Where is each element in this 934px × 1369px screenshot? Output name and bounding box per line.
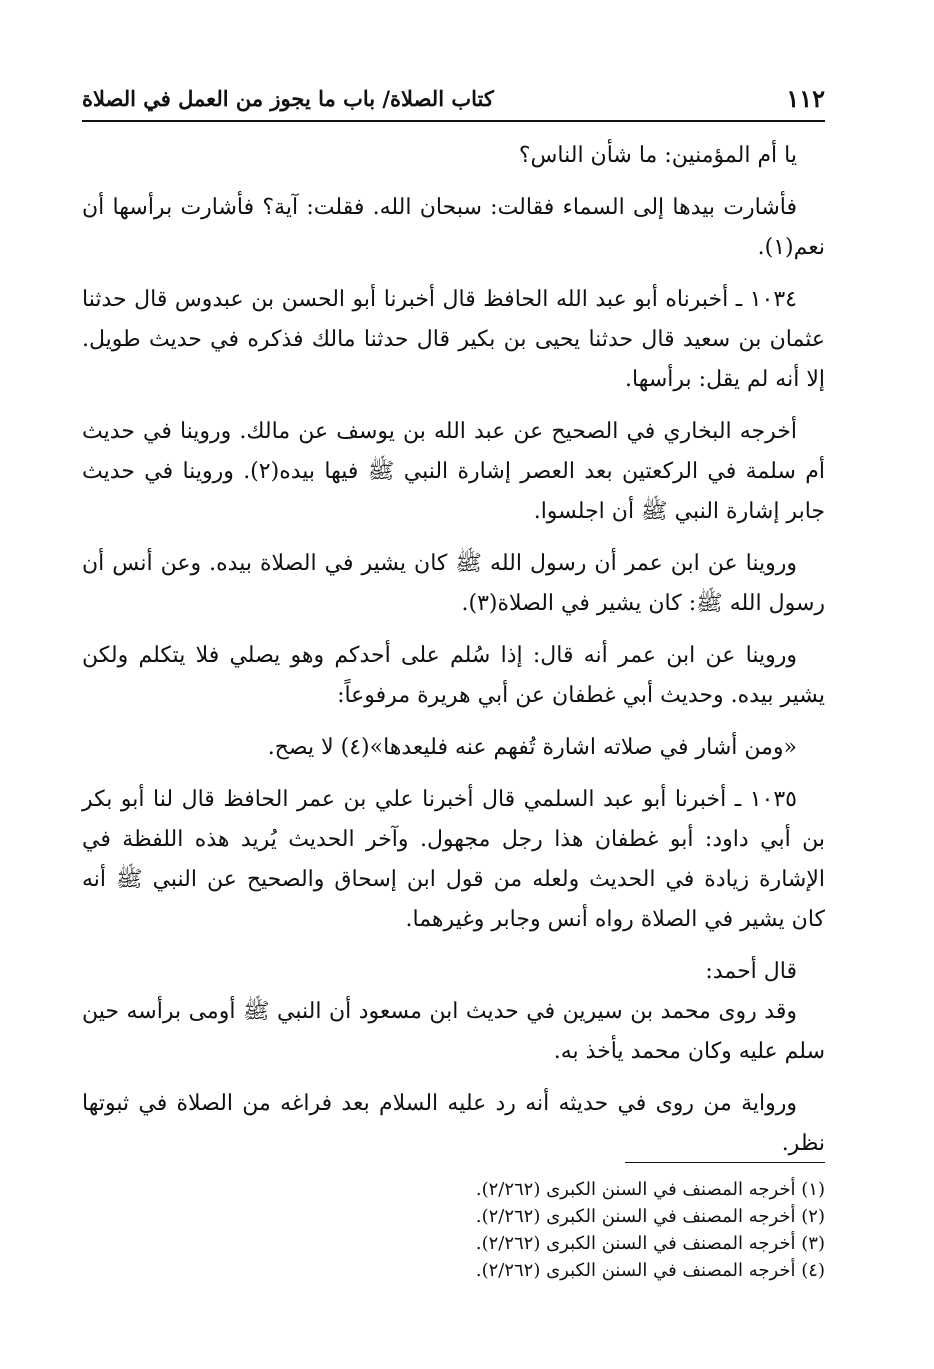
header-divider <box>82 120 825 122</box>
paragraph-gesture: فأشارت بيدها إلى السماء فقالت: سبحان الله. فقلت: آية؟ فأشارت برأسها أن نعم(١). <box>82 195 825 260</box>
paragraph-question: يا أم المؤمنين: ما شأن الناس؟ <box>518 143 797 168</box>
paragraph-qala-ahmad: قال أحمد: <box>705 959 797 984</box>
paragraph-salam: وروينا عن ابن عمر أنه قال: إذا سُلم على أحدكم وهو يصلي فلا يتكلم ولكن يشير بيده. وحديث أبي غطفان عن أبي هريرة مرفوعاً: <box>82 643 825 708</box>
page-number: ١١٢ <box>786 83 825 113</box>
paragraph-ibn-sirin: وقد روى محمد بن سيرين في حديث ابن مسعود أن النبي ﷺ أومى برأسه حين سلم عليه وكان محمد يأخذ به. <box>82 999 825 1064</box>
footnote-3: (٣) أخرجه المصنف في السنن الكبرى (٢/٢٦٢). <box>475 1233 825 1254</box>
footnote-1: (١) أخرجه المصنف في السنن الكبرى (٢/٢٦٢). <box>475 1179 825 1200</box>
page-header <box>82 80 825 116</box>
main-text <box>82 136 825 1176</box>
running-title: كتاب الصلاة/ باب ما يجوز من العمل في الصلاة <box>82 85 494 111</box>
paragraph-quote: «ومن أشار في صلاته اشارة تُفهم عنه فليعدها»(٤) لا يصح. <box>267 735 797 760</box>
paragraph-riwaya: ورواية من روى في حديثه أنه رد عليه السلام بعد فراغه من الصلاة في ثبوتها نظر. <box>82 1091 825 1156</box>
hadith-1034: ١٠٣٤ ـ أخبرناه أبو عبد الله الحافظ قال أخبرنا أبو الحسن بن عبدوس قال حدثنا عثمان بن سعيد قال حدثنا يحيى بن بكير قال حدثنا مالك فذكره في حديث طويل. إلا أنه لم يقل: برأسها. <box>82 287 825 392</box>
hadith-1035: ١٠٣٥ ـ أخبرنا أبو عبد السلمي قال أخبرنا علي بن عمر الحافظ قال لنا أبو بكر بن أبي داود: أبو غطفان هذا رجل مجهول. وآخر الحديث يُريد هذه اللفظة في الإشارة زيادة في الحديث ولعله من قول ابن إسحاق والصحيح عن النبي ﷺ أنه كان يشير في الصلاة رواه أنس وجابر وغيرهما. <box>82 787 825 932</box>
footnotes <box>82 1176 825 1284</box>
paragraph-ibn-umar: وروينا عن ابن عمر أن رسول الله ﷺ كان يشير في الصلاة بيده. وعن أنس أن رسول الله ﷺ: كان يشير في الصلاة(٣). <box>82 551 825 616</box>
footnote-divider <box>625 1162 825 1163</box>
footnote-2: (٢) أخرجه المصنف في السنن الكبرى (٢/٢٦٢). <box>475 1206 825 1227</box>
footnote-4: (٤) أخرجه المصنف في السنن الكبرى (٢/٢٦٢). <box>475 1260 825 1281</box>
paragraph-bukhari: أخرجه البخاري في الصحيح عن عبد الله بن يوسف عن مالك. وروينا في حديث أم سلمة في الركعتين بعد العصر إشارة النبي ﷺ فيها بيده(٢). وروينا في حديث جابر إشارة النبي ﷺ أن اجلسوا. <box>82 419 825 524</box>
